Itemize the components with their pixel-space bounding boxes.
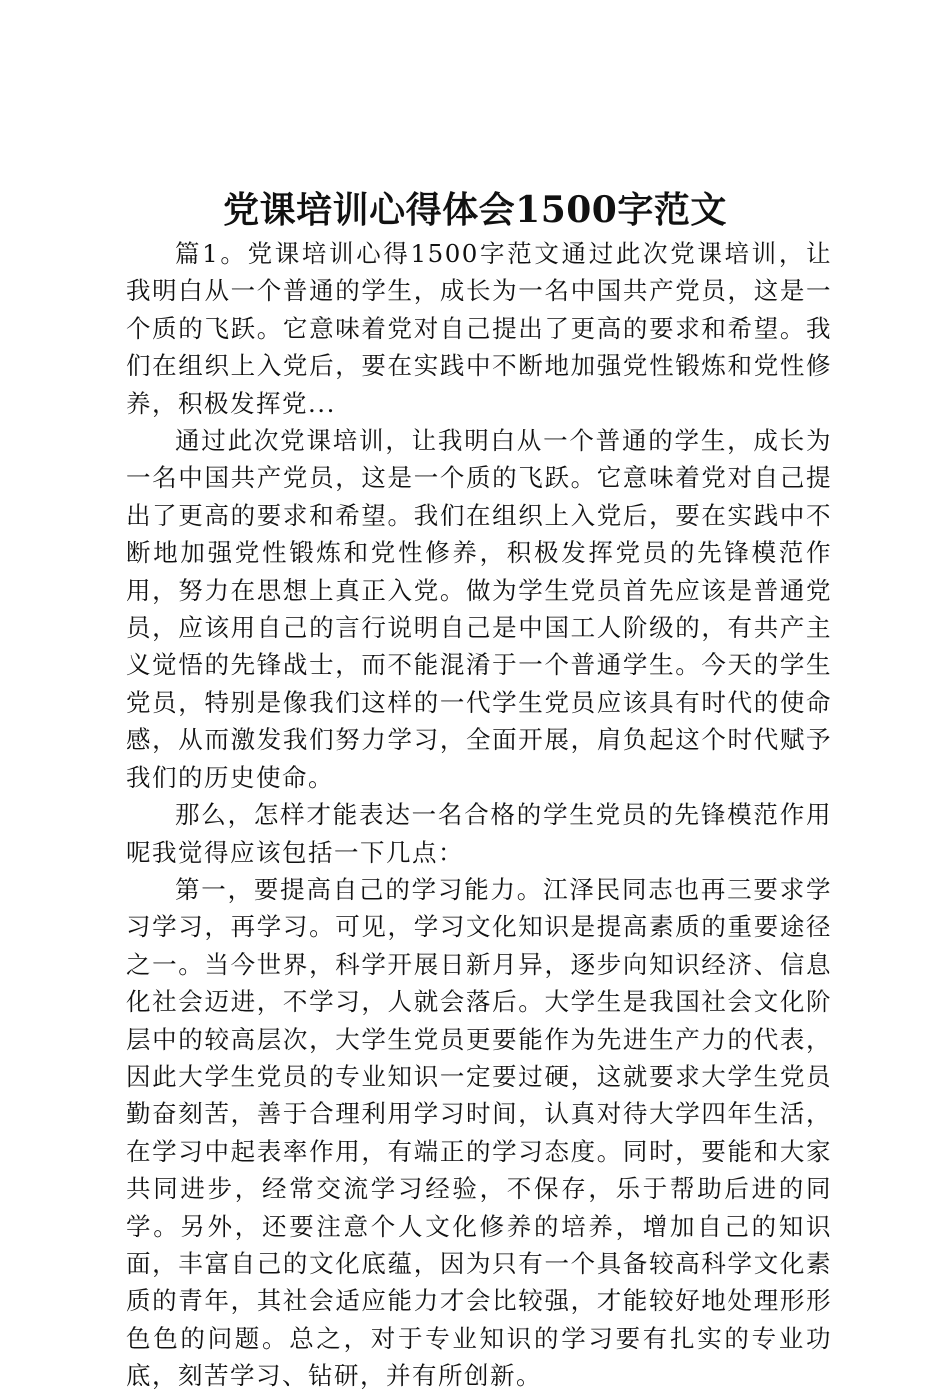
document-title: 党课培训心得体会1500字范文 xyxy=(223,189,727,231)
paragraph-4: 第一，要提高自己的学习能力。江泽民同志也再三要求学习学习，再学习。可见，学习文化知识是提高素质的重要途径之一。当今世界，科学开展日新月异，逐步向知识经济、信息化社会迈进，不学习，人就会落后。大学生是我国社会文化阶层中的较高层次，大学生党员更要能作为先进生产力的代表，因此大学生党员的专业知识一定要过硬，这就要求大学生党员勤奋刻苦，善于合理利用学习时间，认真对待大学四年生活，在学习中起表率作用，有端正的学习态度。同时，要能和大家共同进步，经常交流学习经验，不保存，乐于帮助后进的同学。另外，还要注意个人文化修养的培养，增加自己的知识面，丰富自己的文化底蕴，因为只有一个具备较高科学文化素质的青年，其社会适应能力才会比较强，才能较好地处理形形色色的问题。总之，对于专业知识的学习要有扎实的专业功底，刻苦学习、钻研，并有所创新。 xyxy=(126,874,832,1391)
paragraph-3: 那么，怎样才能表达一名合格的学生党员的先锋模范作用呢我觉得应该包括一下几点： xyxy=(126,800,832,867)
document-body xyxy=(126,235,832,1395)
paragraph-1: 篇1。党课培训心得1500字范文通过此次党课培训，让我明白从一个普通的学生，成长为一名中国共产党员，这是一个质的飞跃。它意味着党对自己提出了更高的要求和希望。我们在组织上入党后，要在实践中不断地加强党性锻炼和党性修养，积极发挥党... xyxy=(126,239,832,418)
paragraph-2: 通过此次党课培训，让我明白从一个普通的学生，成长为一名中国共产党员，这是一个质的飞跃。它意味着党对自己提出了更高的要求和希望。我们在组织上入党后，要在实践中不断地加强党性锻炼和党性修养，积极发挥党员的先锋模范作用，努力在思想上真正入党。做为学生党员首先应该是普通党员，应该用自己的言行说明自己是中国工人阶级的，有共产主义觉悟的先锋战士，而不能混淆于一个普通学生。今天的学生党员，特别是像我们这样的一代学生党员应该具有时代的使命感，从而激发我们努力学习，全面开展，肩负起这个时代赋予我们的历史使命。 xyxy=(126,426,832,792)
